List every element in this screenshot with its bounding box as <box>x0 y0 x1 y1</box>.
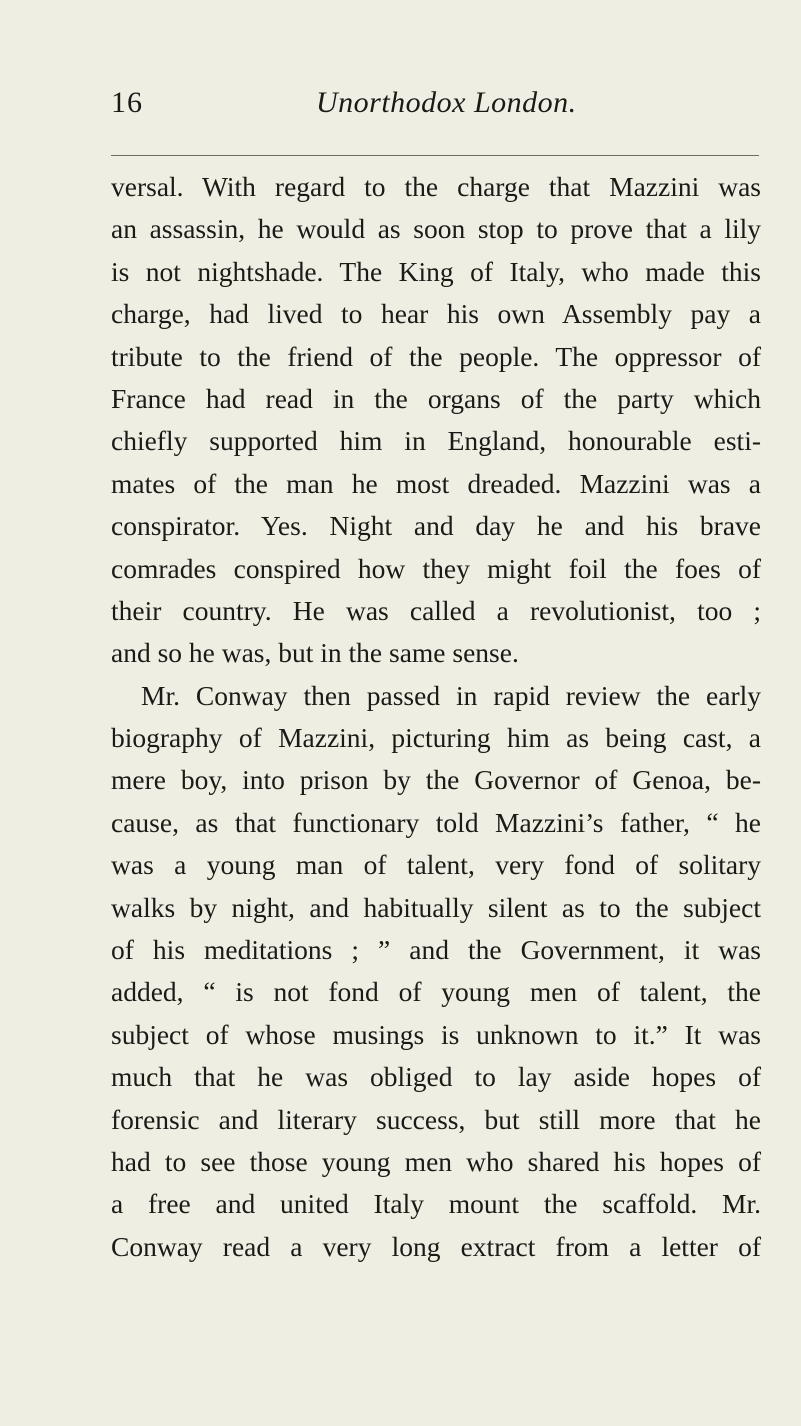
text-line: had to see those young men who shared his hopes of <box>111 1145 761 1177</box>
text-line: Mr. Conway then passed in rapid review the early <box>141 679 761 711</box>
text-line: cause, as that functionary told Mazzini’s father, “ he <box>111 806 761 838</box>
text-line: added, “ is not fond of young men of talent, the <box>111 976 761 1008</box>
text-line: and so he was, but in the same sense. <box>111 637 519 669</box>
text-line: is not nightshade. The King of Italy, who made this <box>111 255 761 287</box>
body-text <box>111 166 761 1268</box>
header-rule <box>111 155 759 156</box>
text-line: biography of Mazzini, picturing him as being cast, a <box>111 722 761 754</box>
text-line: of his meditations ; ” and the Government, it was <box>111 934 761 966</box>
text-line: conspirator. Yes. Night and day he and his brave <box>111 510 761 542</box>
running-title: Unorthodox London. <box>316 86 577 119</box>
page-number: 16 <box>111 86 143 119</box>
text-line: charge, had lived to hear his own Assembly pay a <box>111 298 761 330</box>
text-line: much that he was obliged to lay aside hopes of <box>111 1061 761 1093</box>
text-line: Conway read a very long extract from a letter of <box>111 1230 761 1262</box>
text-line: tribute to the friend of the people. The oppressor of <box>111 340 761 372</box>
text-line: France had read in the organs of the party which <box>111 382 761 414</box>
page-header <box>0 86 801 126</box>
text-line: versal. With regard to the charge that Mazzini was <box>111 171 761 202</box>
text-line: mere boy, into prison by the Governor of Genoa, be- <box>111 764 761 796</box>
text-line: mates of the man he most dreaded. Mazzini was a <box>111 467 761 499</box>
text-line: their country. He was called a revolutionist, too ; <box>111 594 761 626</box>
text-line: comrades conspired how they might foil the foes of <box>111 552 761 584</box>
text-line: an assassin, he would as soon stop to prove that a lily <box>111 213 761 245</box>
text-line: subject of whose musings is unknown to it.” It was <box>111 1018 761 1050</box>
text-line: chiefly supported him in England, honourable esti- <box>111 425 761 457</box>
text-line: forensic and literary success, but still more that he <box>111 1103 761 1135</box>
text-line: was a young man of talent, very fond of solitary <box>111 849 761 881</box>
text-line: a free and united Italy mount the scaffold. Mr. <box>111 1188 761 1220</box>
text-line: walks by night, and habitually silent as to the subject <box>111 891 761 923</box>
